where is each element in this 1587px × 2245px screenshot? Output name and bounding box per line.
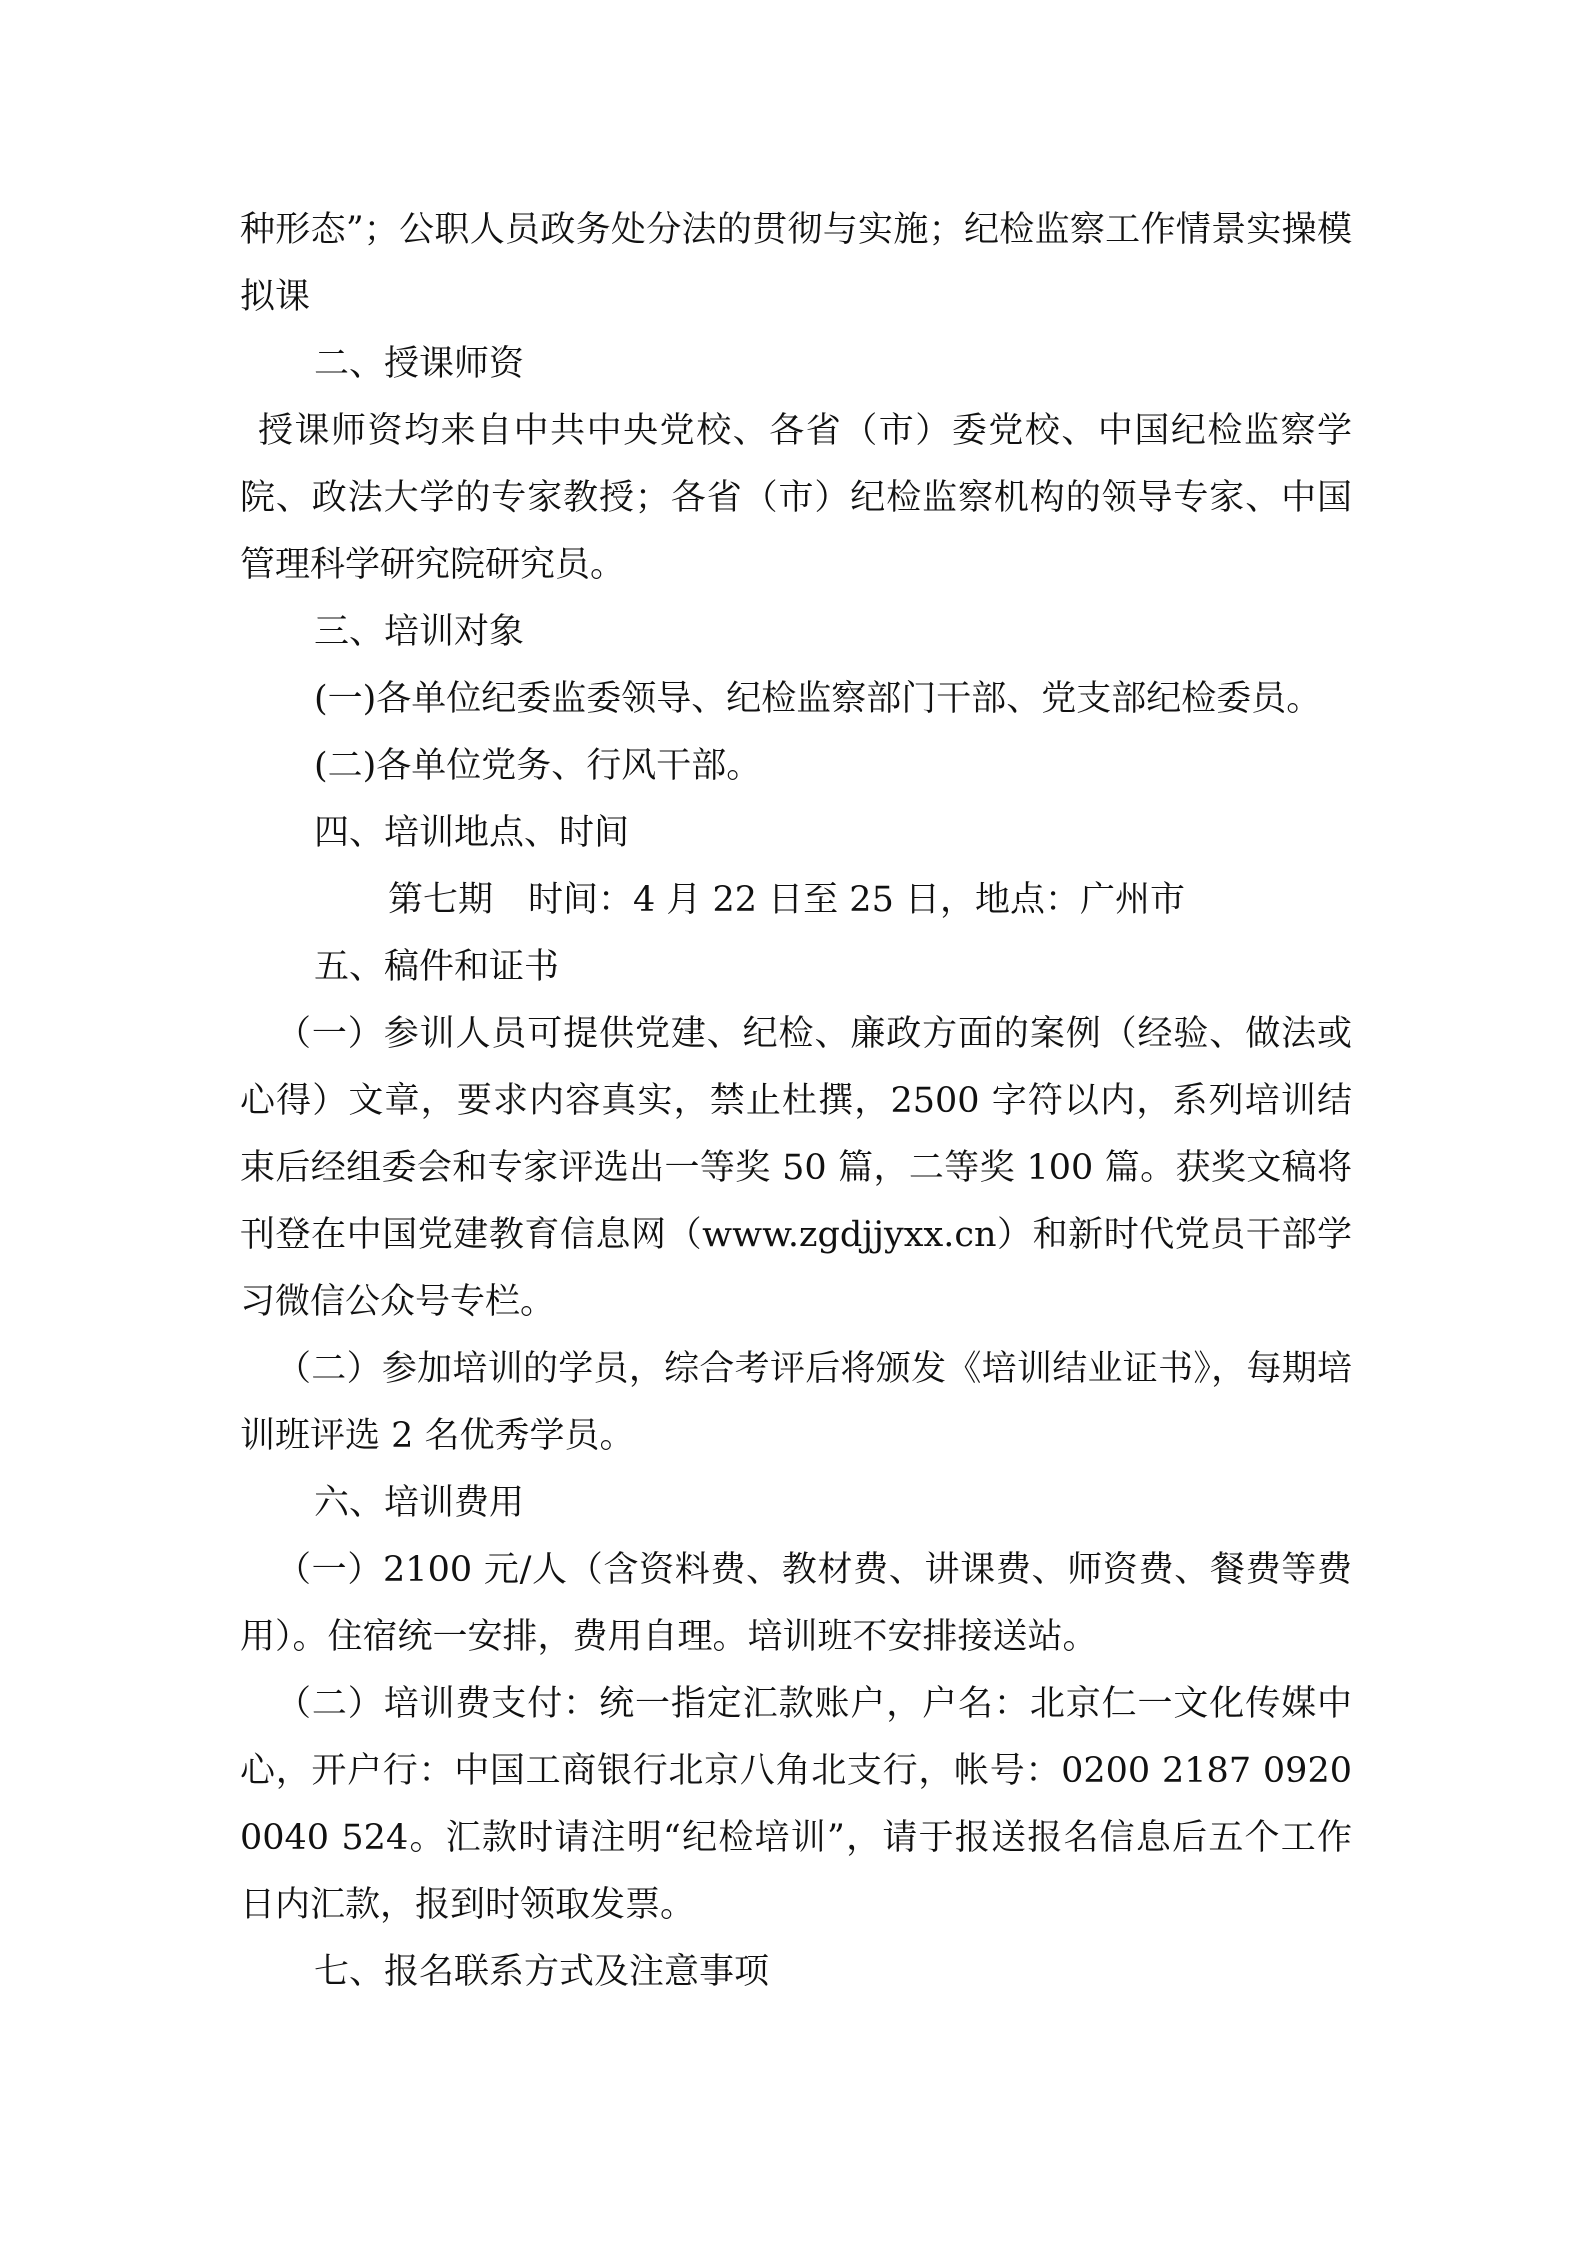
paragraph-participants-2: (二)各单位党务、行风干部。 [314,746,762,786]
section-heading-participants: 三、培训对象 [314,612,525,652]
paragraph-fees-payment: （二）培训费支付：统一指定汇款账户，户名：北京仁一文化传媒中心，开户行：中国工商银行北京八角北支行，帐号：0200 2187 0920 0040 524。汇款时请注明“纪检培训”，请于报送报名信息后五个工作日内汇款，报到时领取发票。 [240,1684,1352,1925]
paragraph-participants-1: (一)各单位纪委监委领导、纪检监察部门干部、党支部纪检委员。 [314,679,1322,719]
paragraph-instructors: 授课师资均来自中共中央党校、各省（市）委党校、中国纪检监察学院、政法大学的专家教授；各省（市）纪检监察机构的领导专家、中国管理科学研究院研究员。 [240,411,1352,585]
section-heading-papers-certificates: 五、稿件和证书 [314,947,560,987]
document-body [240,197,1352,2006]
paragraph-certificates: （二）参加培训的学员，综合考评后将颁发《培训结业证书》，每期培训班评选 2 名优秀学员。 [240,1349,1352,1456]
section-heading-instructors: 二、授课师资 [314,344,525,384]
paragraph-session-schedule: 第七期 时间：4 月 22 日至 25 日，地点：广州市 [388,880,1185,920]
paragraph-course-content-continued: 种形态”；公职人员政务处分法的贯彻与实施；纪检监察工作情景实操模拟课 [240,210,1352,317]
section-heading-location-time: 四、培训地点、时间 [314,813,630,853]
section-heading-fees: 六、培训费用 [314,1483,525,1523]
paragraph-papers: （一）参训人员可提供党建、纪检、廉政方面的案例（经验、做法或心得）文章，要求内容真实，禁止杜撰，2500 字符以内，系列培训结束后经组委会和专家评选出一等奖 50 篇，二等奖 100 篇。获奖文稿将刊登在中国党建教育信息网（www.zgdjjyxx.cn）和新时代党员干部学习微信公众号专栏。 [240,1014,1352,1322]
paragraph-fees-1: （一）2100 元/人（含资料费、教材费、讲课费、师资费、餐费等费用）。住宿统一安排，费用自理。培训班不安排接送站。 [240,1550,1352,1657]
section-heading-registration: 七、报名联系方式及注意事项 [314,1952,770,1992]
